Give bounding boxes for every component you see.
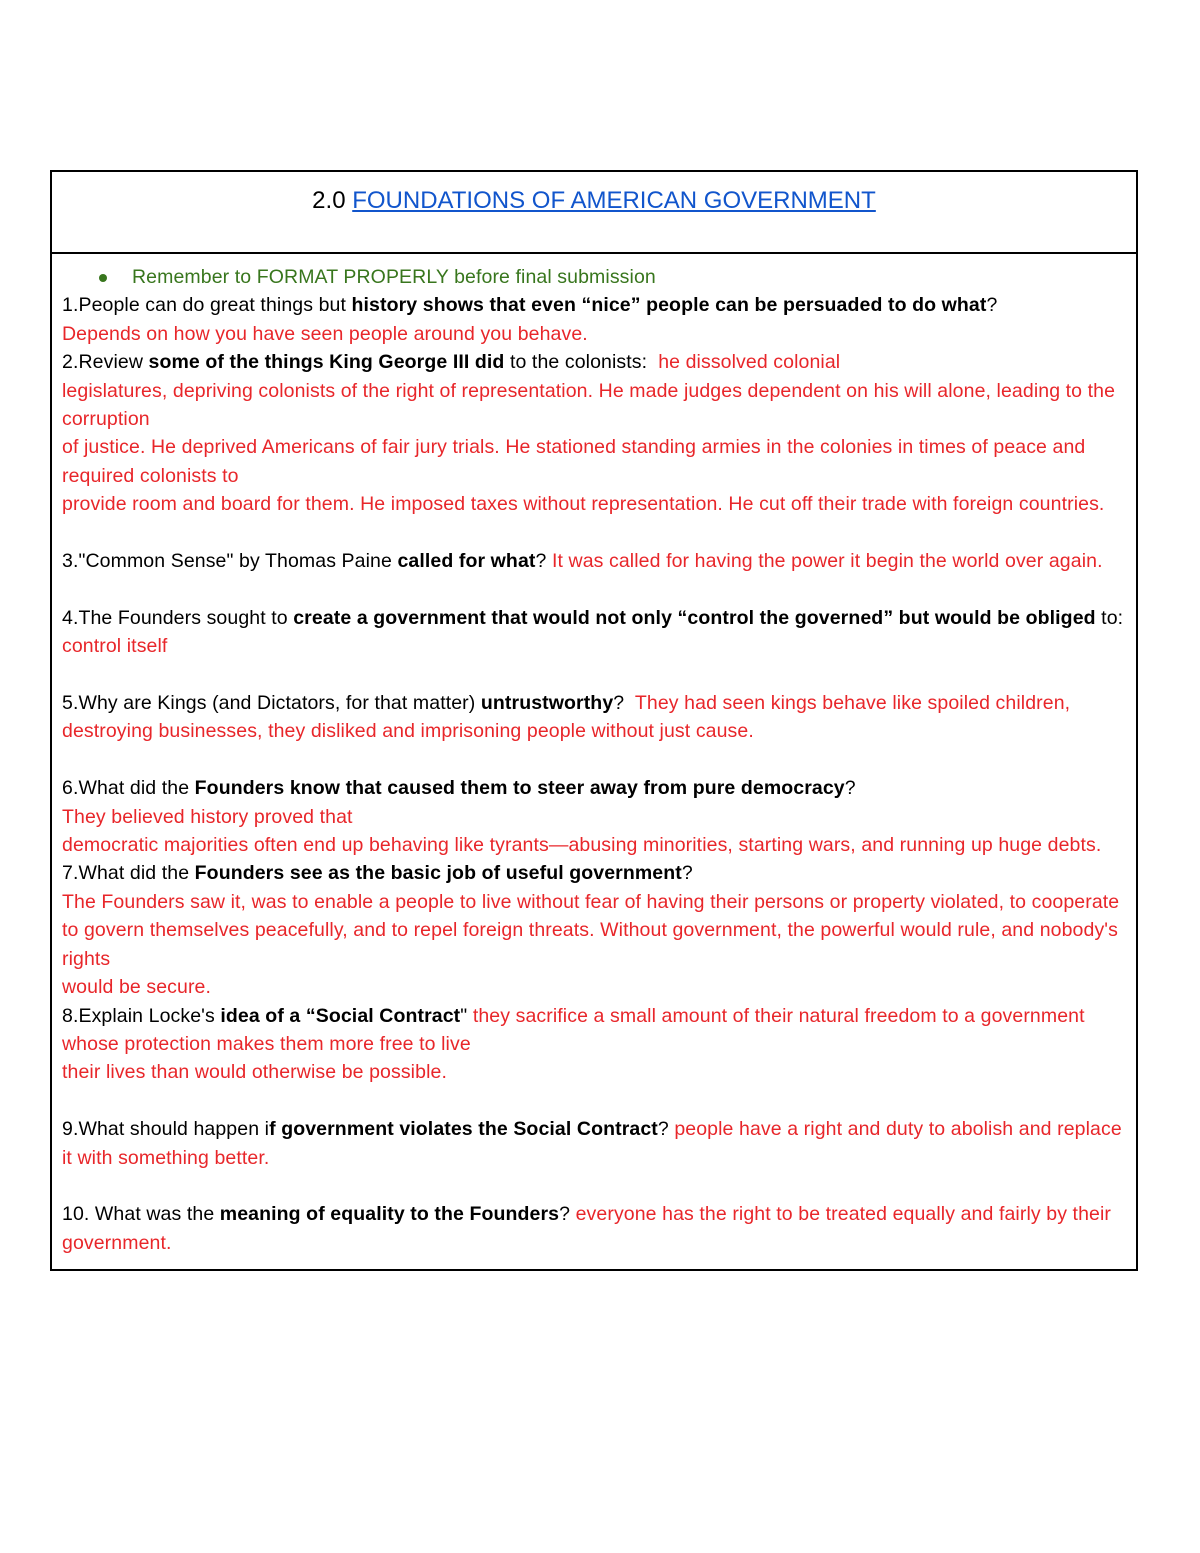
q2-answer-3: of justice. He deprived Americans of fair jury trials. He stationed standing armies in the colonies in times of peace and required colonists to <box>62 436 1086 487</box>
q2-answer-2: legislatures, depriving colonists of the right of representation. He made judges dependent on his will alone, leading to the corruption <box>62 379 1116 431</box>
q10-text-c: ? <box>559 1203 576 1226</box>
question-6 <box>62 774 1126 859</box>
q5-text-c: ? <box>613 692 635 715</box>
question-7 <box>62 859 1126 1001</box>
question-2 <box>62 348 1126 518</box>
page-title <box>52 172 1136 216</box>
question-1 <box>62 291 1126 348</box>
title-link[interactable]: FOUNDATIONS OF AMERICAN GOVERNMENT <box>352 187 876 214</box>
spacer <box>62 746 1126 774</box>
q3-text-a: 3."Common Sense" by Thomas Paine <box>62 550 398 573</box>
q1-text-bold: history shows that even “nice” people can be persuaded to do what <box>351 294 987 317</box>
spacer <box>62 661 1126 689</box>
spacer <box>62 1087 1126 1115</box>
q2-text-a: 2.Review <box>62 351 149 374</box>
question-4 <box>62 604 1126 661</box>
q1-text-c: ? <box>986 294 998 317</box>
q3-text-bold: called for what <box>397 550 536 573</box>
q7-text-c: ? <box>681 862 693 885</box>
spacer <box>62 519 1126 547</box>
question-10 <box>62 1200 1126 1257</box>
q4-text-c: to: <box>1095 606 1124 629</box>
q9-text-c: ? <box>657 1118 675 1141</box>
q9-answer: people have a right and duty to abolish and replace it with something better. <box>62 1118 1122 1169</box>
q4-text-a: 4.The Founders sought to <box>62 606 294 629</box>
q8-text-c: " <box>460 1004 473 1027</box>
question-3 <box>62 547 1126 575</box>
q3-answer: It was called for having the power it begin the world over again. <box>551 550 1103 573</box>
q7-answer-2: would be secure. <box>62 976 212 999</box>
q10-text-a: 10. What was the <box>62 1203 220 1226</box>
q8-answer-1: they sacrifice a small amount of their natural freedom to a government whose protection makes them more free to live <box>62 1004 1085 1055</box>
q4-text-bold: create a government that would not only “control the governed” but would be obliged <box>293 606 1096 629</box>
question-5 <box>62 689 1126 746</box>
title-prefix: 2.0 <box>312 187 346 214</box>
q5-text-a: 5.Why are Kings (and Dictators, for that matter) <box>62 692 481 715</box>
q6-text-c: ? <box>844 777 856 800</box>
q8-text-a: 8.Explain Locke's <box>62 1004 221 1027</box>
question-8 <box>62 1002 1126 1087</box>
q2-answer-4: provide room and board for them. He imposed taxes without representation. He cut off their trade with foreign countries. <box>62 493 1105 516</box>
q6-answer-2: democratic majorities often end up behaving like tyrants—abusing minorities, starting wars, and running up huge debts. <box>62 834 1102 857</box>
content-cell <box>52 254 1136 1269</box>
q1-answer: Depends on how you have seen people around you behave. <box>62 322 588 345</box>
q10-answer: everyone has the right to be treated equally and fairly by their government. <box>62 1203 1111 1254</box>
q4-answer: control itself <box>62 635 168 658</box>
q2-text-c: to the colonists: <box>504 351 659 374</box>
q9-text-a: 9.What should happen i <box>62 1118 270 1141</box>
q5-answer-1: They had seen kings behave like spoiled children, <box>634 692 1071 715</box>
spacer <box>62 1172 1126 1200</box>
q2-text-bold: some of the things King George III did <box>148 351 505 374</box>
q5-text-bold: untrustworthy <box>480 692 614 715</box>
bullet-icon <box>99 274 107 282</box>
q5-answer-2: destroying businesses, they disliked and imprisoning people without just cause. <box>62 720 754 743</box>
spacer <box>62 575 1126 603</box>
reminder-text: Remember to FORMAT PROPERLY before final submission <box>132 266 656 288</box>
q6-answer-1: They believed history proved that <box>62 805 353 828</box>
q1-text-a: 1.People can do great things but <box>62 294 352 317</box>
q2-answer-1: he dissolved colonial <box>658 351 841 374</box>
assignment-table <box>50 170 1138 1271</box>
q7-text-a: 7.What did the <box>62 862 195 885</box>
q6-text-bold: Founders know that caused them to steer away from pure democracy <box>194 777 845 800</box>
reminder-item <box>62 263 1126 291</box>
q6-text-a: 6.What did the <box>62 777 195 800</box>
q8-text-bold: idea of a “Social Contract <box>220 1004 461 1027</box>
q7-text-bold: Founders see as the basic job of useful government <box>194 862 682 885</box>
q10-text-bold: meaning of equality to the Founders <box>219 1203 560 1226</box>
q8-answer-2: their lives than would otherwise be possible. <box>62 1061 447 1084</box>
title-cell <box>52 172 1136 254</box>
q7-answer-1: The Founders saw it, was to enable a people to live without fear of having their persons or property violated, to cooperate to govern themselves peacefully, and to repel foreign threats. Without government, the powerful would rule, and nobody's rights <box>62 890 1120 970</box>
q9-text-bold: f government violates the Social Contract <box>269 1118 658 1141</box>
question-9 <box>62 1115 1126 1172</box>
q3-text-c: ? <box>535 550 552 573</box>
